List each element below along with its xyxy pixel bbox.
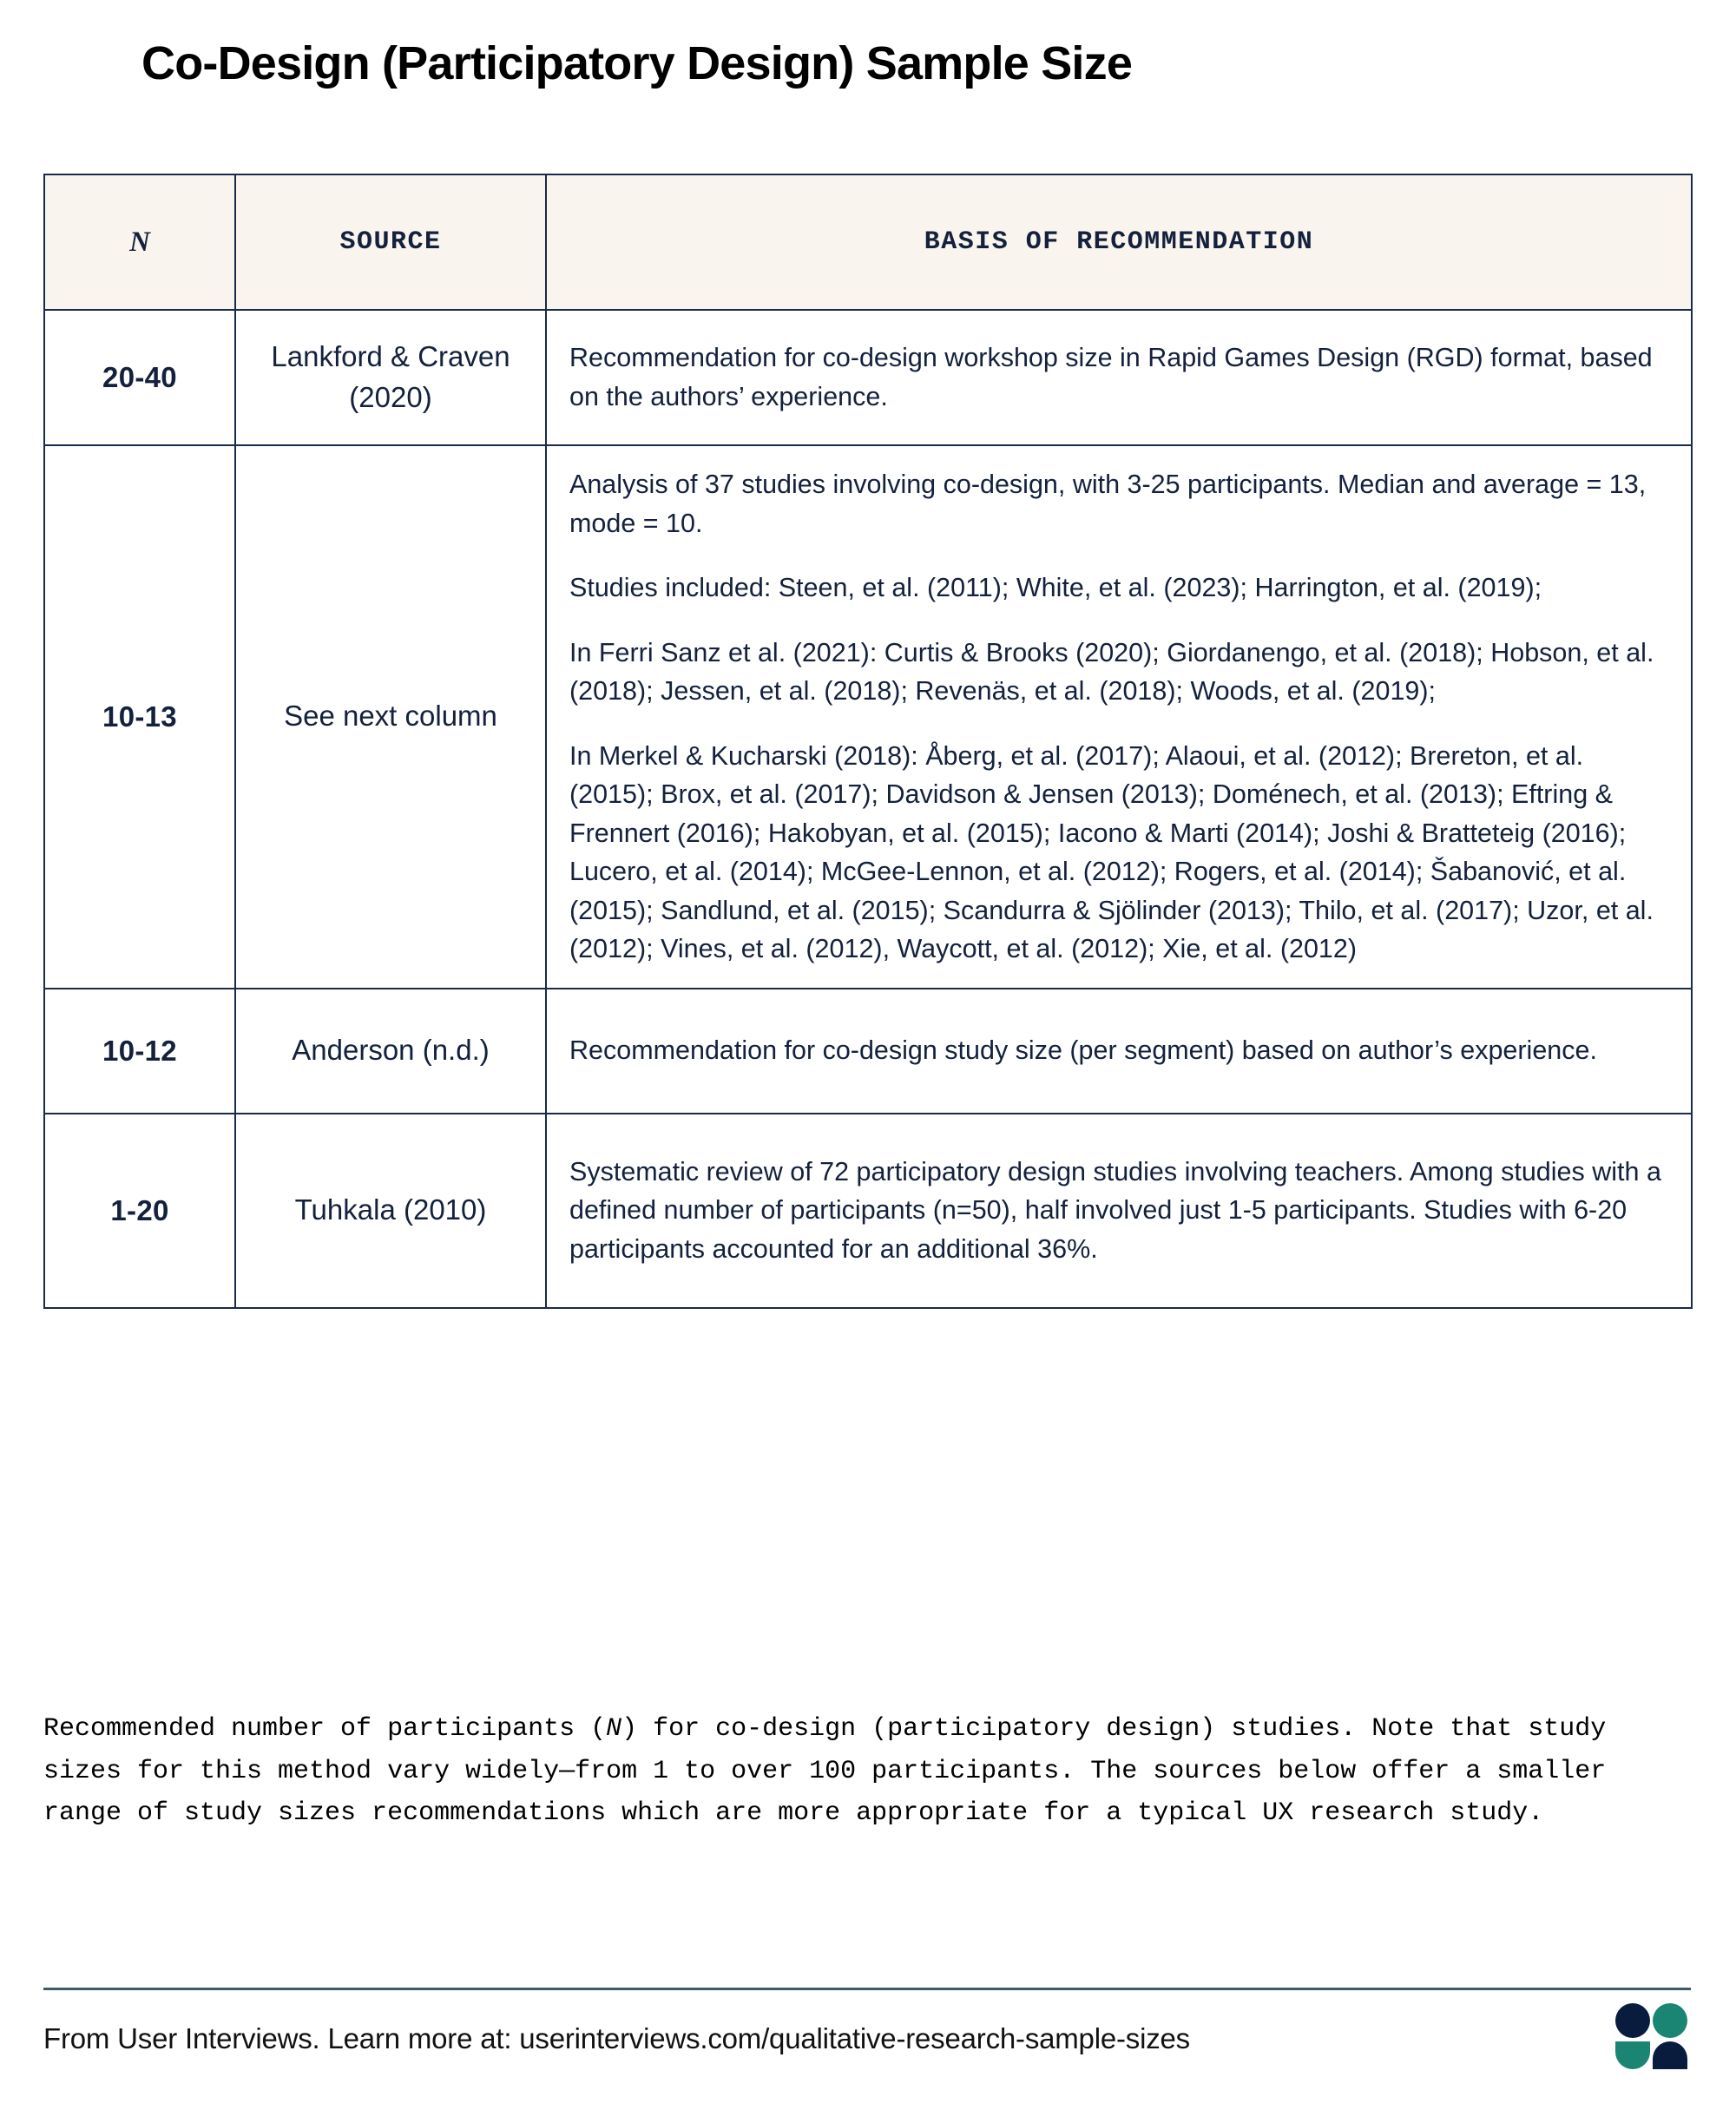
cell-n: 20-40 [44,310,235,445]
table-header-row [44,174,1692,310]
cell-basis [546,310,1692,445]
logo-circle-teal [1653,2003,1687,2038]
column-header-basis-label: BASIS OF RECOMMENDATION [924,227,1314,257]
logo-u-teal [1615,2041,1650,2069]
cell-basis [546,445,1692,989]
logo-circle-navy [1615,2003,1650,2038]
column-header-source [235,174,546,310]
cell-basis [546,989,1692,1114]
basis-paragraph: Recommendation for co-design workshop size in Rapid Games Design (RGD) format, based on the authors’ experience. [569,343,1653,411]
cell-n: 10-12 [44,989,235,1114]
cell-source: Tuhkala (2010) [235,1114,546,1308]
table-caption [43,1708,1693,1835]
basis-paragraph: In Merkel & Kucharski (2018): Åberg, et al. (2017); Alaoui, et al. (2012); Brereton, et al. (2015); Brox, et al. (2017); Davidson & Jensen (2013); Doménech, et al. (2013); Eftring & Frennert (2016); Hakobyan, et al. (2015); Iacono & Marti (2014); Joshi & Bratteteig (2016); Lucero, et al. (2014); McGee-Lennon, et al. (2012); Rogers, et al. (2014); Šabanović, et al. (2015); Sandlund, et al. (2015); Scandurra & Sjölinder (2013); Thilo, et al. (2017); Uzor, et al. (2012); Vines, et al. (2012), Waycott, et al. (2012); Xie, et al. (2012) [569,740,1654,964]
table-row [44,989,1692,1114]
basis-paragraph: Analysis of 37 studies involving co-design, with 3-25 participants. Median and average = 13, mode = 10. [569,470,1647,538]
sample-size-table [43,174,1693,1309]
basis-paragraph: In Ferri Sanz et al. (2021): Curtis & Brooks (2020); Giordanengo, et al. (2018); Hobson, et al. (2018); Jessen, et al. (2018); Revenäs, et al. (2018); Woods, et al. (2019); [569,637,1654,707]
page-title: Co-Design (Participatory Design) Sample Size [141,37,1133,89]
basis-paragraph: Studies included: Steen, et al. (2011); White, et al. (2023); Harrington, et al. (2019); [569,573,1542,603]
footer-attribution: From User Interviews. Learn more at: userinterviews.com/qualitative-research-sample-sizes [43,2022,1190,2054]
logo-arch-navy [1653,2041,1687,2069]
cell-n: 10-13 [44,445,235,989]
caption-text-before: Recommended number of participants ( [43,1714,607,1744]
column-header-n-label: N [129,226,150,258]
caption-italic-n: N [606,1714,622,1744]
column-header-n [44,174,235,310]
column-header-source-label: SOURCE [339,227,442,257]
caption-text-after: ) for co-design (participatory design) studies. Note that study sizes for this method vary widely—from 1 to over 100 participants. The sources below offer a smaller range of study sizes recommendations which are more appropriate for a typical UX research study. [43,1714,1607,1829]
cell-basis [546,1114,1692,1308]
basis-paragraph: Recommendation for co-design study size (per segment) based on author’s experience. [569,1035,1597,1066]
footer-divider [43,1988,1691,1990]
cell-source: Anderson (n.d.) [235,989,546,1114]
table-row [44,1114,1692,1308]
column-header-basis [546,174,1692,310]
cell-source: Lankford & Craven (2020) [235,310,546,445]
table-row [44,445,1692,989]
sample-size-table-wrapper [43,174,1691,1309]
user-interviews-logo [1613,2002,1691,2071]
cell-n: 1-20 [44,1114,235,1308]
cell-source: See next column [235,445,546,989]
table-row [44,310,1692,445]
basis-paragraph: Systematic review of 72 participatory design studies involving teachers. Among studies with a defined number of participants (n=50), half involved just 1-5 participants. Studies with 6-20 participants accounted for an additional 36%. [569,1156,1661,1264]
